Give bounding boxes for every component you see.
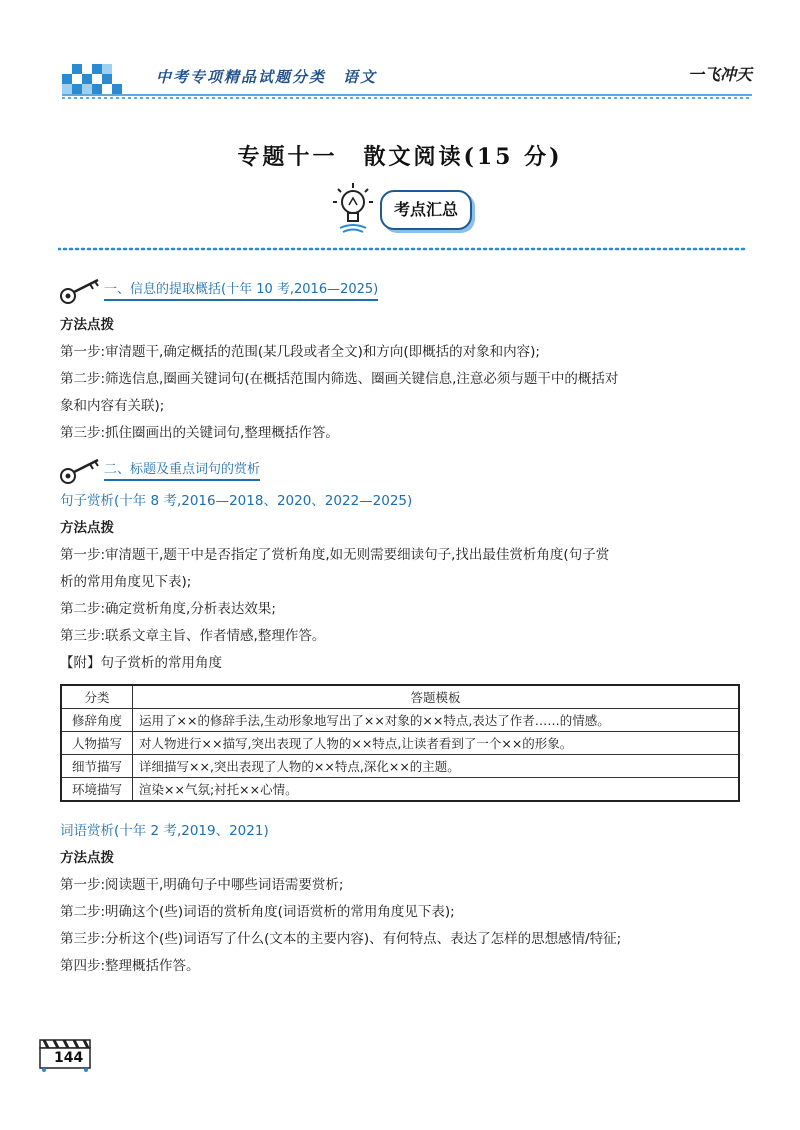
template-cell: 渲染××气氛;衬托××心情。 <box>133 778 740 802</box>
badge-label: 考点汇总 <box>380 190 472 230</box>
step-line: 第一步:审清题干,题干中是否指定了赏析角度,如无则需要细读句子,找出最佳赏析角度(句子赏 <box>60 547 610 563</box>
method-title: 方法点拨 <box>60 850 114 866</box>
template-cell: 对人物进行××描写,突出表现了人物的××特点,让读者看到了一个××的形象。 <box>133 732 740 755</box>
method-title: 方法点拨 <box>60 317 114 333</box>
table-row <box>61 709 739 732</box>
appendix-note: 【附】句子赏析的常用角度 <box>60 655 222 671</box>
step-line: 第一步:审清题干,确定概括的范围(某几段或者全文)和方向(即概括的对象和内容); <box>60 344 540 360</box>
header-rule <box>62 94 752 100</box>
word-analysis-block <box>60 818 750 980</box>
table-row <box>61 755 739 778</box>
step-line: 第四步:整理概括作答。 <box>60 958 200 974</box>
category-cell: 修辞角度 <box>61 709 133 732</box>
category-cell: 人物描写 <box>61 732 133 755</box>
table-row <box>61 778 739 802</box>
method-title: 方法点拨 <box>60 520 114 536</box>
category-cell: 环境描写 <box>61 778 133 802</box>
step-line: 第二步:确定赏析角度,分析表达效果; <box>60 601 276 617</box>
step-line: 第二步:筛选信息,圈画关键词句(在概括范围内筛选、圈画关键信息,注意必须与题干中的概括对 <box>60 371 619 387</box>
section-1-body <box>60 312 750 447</box>
column-header: 分类 <box>61 685 133 709</box>
dotted-divider <box>58 247 746 251</box>
answer-template-table <box>60 684 740 802</box>
title-topic-name: 散文阅读(15 分) <box>363 144 563 170</box>
step-line: 第二步:明确这个(些)词语的赏析角度(词语赏析的常用角度见下表); <box>60 904 455 920</box>
table-row <box>61 732 739 755</box>
step-line: 象和内容有关联); <box>60 398 165 414</box>
template-cell: 运用了××的修辞手法,生动形象地写出了××对象的××特点,表达了作者……的情感。 <box>133 709 740 732</box>
key-icon <box>58 276 106 306</box>
series-title: 中考专项精品试题分类 语文 <box>156 68 378 86</box>
section-1-title: 一、信息的提取概括(十年 10 考,2016—2025) <box>104 278 378 301</box>
page-number: 144 <box>54 1050 84 1066</box>
table-header-row <box>61 685 739 709</box>
brand-logo: 一飞冲天 <box>687 65 752 84</box>
title-topic-number: 专题十一 <box>237 144 338 170</box>
sentence-analysis-block <box>60 488 750 677</box>
page-title <box>0 140 800 171</box>
section-2-heading <box>58 456 478 486</box>
step-line: 析的常用角度见下表); <box>60 574 192 590</box>
step-line: 第三步:联系文章主旨、作者情感,整理作答。 <box>60 628 326 644</box>
lightbulb-icon <box>328 180 378 236</box>
page-number-badge <box>36 1038 98 1072</box>
template-cell: 详细描写××,突出表现了人物的××特点,深化××的主题。 <box>133 755 740 778</box>
step-line: 第三步:抓住圈画出的关键词句,整理概括作答。 <box>60 425 339 441</box>
step-line: 第三步:分析这个(些)词语写了什么(文本的主要内容)、有何特点、表达了怎样的思想感情/特征; <box>60 931 622 947</box>
sentence-analysis-heading: 句子赏析(十年 8 考,2016—2018、2020、2022—2025) <box>60 493 413 509</box>
key-icon <box>58 456 106 486</box>
summary-badge <box>328 180 478 236</box>
checker-squares-decoration <box>62 64 126 94</box>
page-header <box>40 58 758 98</box>
word-analysis-heading: 词语赏析(十年 2 考,2019、2021) <box>60 823 269 839</box>
section-2-title: 二、标题及重点词句的赏析 <box>104 458 260 481</box>
column-header: 答题模板 <box>133 685 740 709</box>
section-1-heading <box>58 276 478 306</box>
category-cell: 细节描写 <box>61 755 133 778</box>
step-line: 第一步:阅读题干,明确句子中哪些词语需要赏析; <box>60 877 344 893</box>
